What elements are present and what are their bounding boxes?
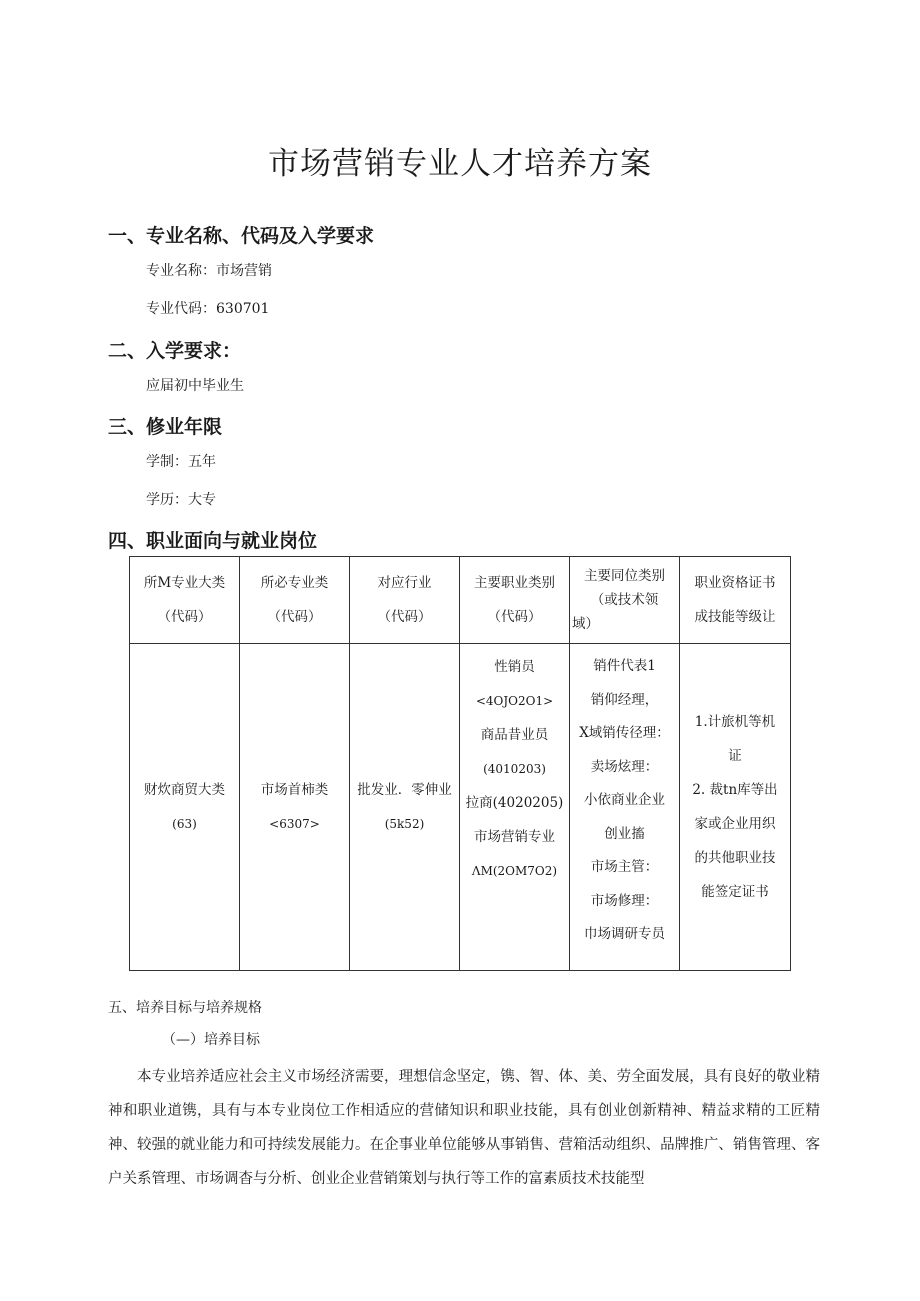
major-name: 专业名称：市场营销 [146, 263, 272, 279]
table-cell-positions: 销件代表1 销仰经理， X域销传径理： 卖场炫理： 小依商业企业 创业搐 市场主管： 市场修理： 巾场调研专员 [570, 644, 680, 971]
table-header-row [130, 557, 791, 644]
table-row [130, 644, 791, 971]
admission-requirement: 应届初中毕业生 [146, 378, 244, 394]
header-cell: 所必专业类 （代码） [240, 557, 350, 644]
header-cell: 主要职业类别 （代码） [460, 557, 570, 644]
major-code: 专业代码：630701 [146, 301, 270, 317]
header-cell: 职业资格证书 成技能等级让 [680, 557, 791, 644]
goal-paragraph: 本专业培养适应社会主义市场经济需要，理想信念坚定，镌、智、体、美、劳全面发展，具有良好的敬业精神和职业道镌，具有与本专业岗位工作相适应的营储知识和职业技能，具有创业创新精神、精益求精的工匠精神、较强的就业能力和可持续发展能力。在企事业单位能够从事销售、营箱活动组织、品牌推广、销售管理、客户关系管理、市场调杳与分析、创业企业营销策划与执行等工作的富素质技术技能型 [108, 1069, 820, 1187]
table-cell-class: 市场首柿类 <6307> [240, 644, 350, 971]
table-cell-certificates: 1.计旅机等机 证 2. 裁tn库等出 家或企业用织 的共他职业技 能签定证书 [680, 644, 791, 971]
section2-heading: 二、入学要求： [108, 340, 242, 362]
section3-heading: 三、修业年限 [108, 416, 223, 438]
section1-heading: 一、专业名称、代码及入学要求 [108, 225, 375, 247]
table-cell-industry: 批发业．零伸业 (5k52) [350, 644, 460, 971]
section4-heading: 四、职业面向与就业岗位 [108, 530, 318, 552]
section5-subheading: （—）培养目标 [162, 1032, 260, 1048]
header-cell: 主要同位类别 （或技术领 域） [570, 557, 680, 644]
section5-heading: 五、培养目标与培养规格 [108, 1000, 262, 1016]
table-cell-occupations: 性销员 <4OJO2O1> 商品昔业员 (4010203) 拉商(4020205) 市场营销专业 ΛM(2OM7O2) [460, 644, 570, 971]
header-cell: 所M专业大类 （代码） [130, 557, 240, 644]
degree-level: 学历：大专 [146, 492, 216, 508]
document-title: 市场营销专业人才培养方案 [268, 146, 652, 182]
header-cell: 对应行业 （代码） [350, 557, 460, 644]
study-duration: 学制：五年 [146, 454, 216, 470]
table-cell-category: 财炊商贸大类 (63) [130, 644, 240, 971]
career-table [129, 556, 791, 971]
